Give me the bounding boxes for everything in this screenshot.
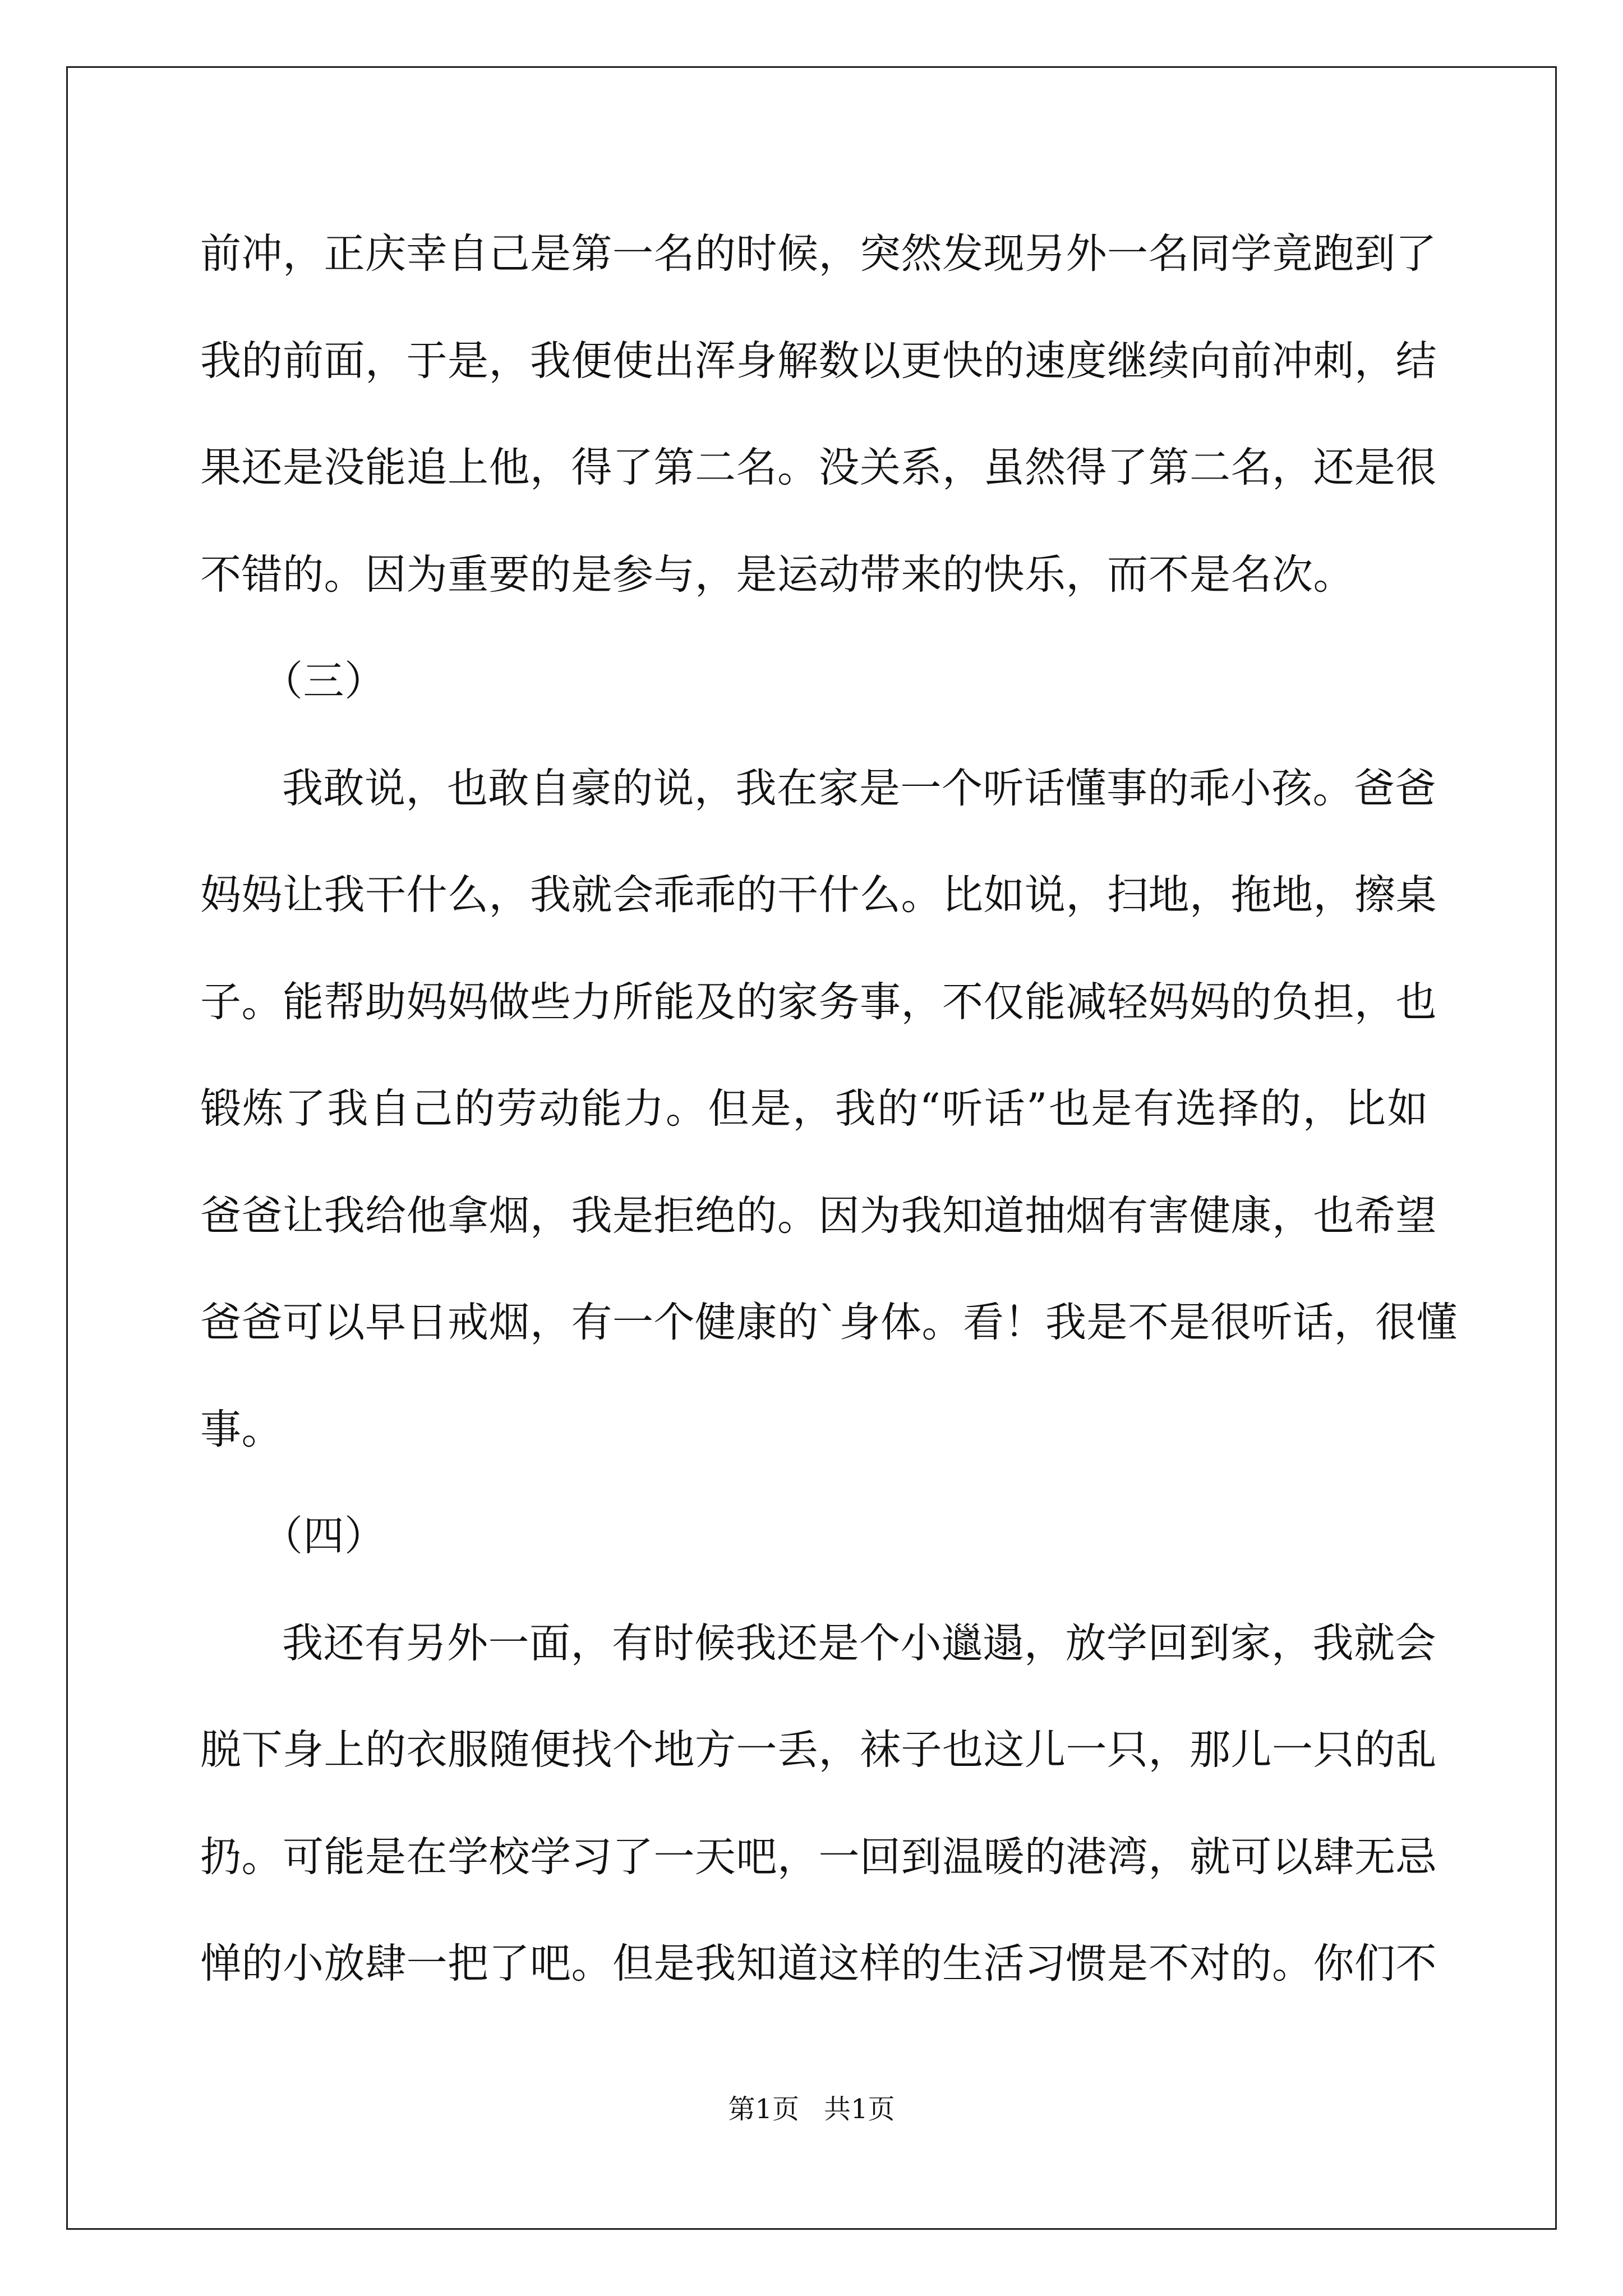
text-line: 前冲，正庆幸自己是第一名的时候，突然发现另外一名同学竟跑到了	[200, 230, 1437, 278]
document-body	[200, 212, 1458, 2029]
text-line: 扔。可能是在学校学习了一天吧，一回到温暖的港湾，就可以肆无忌	[200, 1833, 1437, 1881]
page-number: 第1页	[728, 2093, 799, 2125]
text-line: 我的前面，于是，我便使出浑身解数以更快的速度继续向前冲刺，结	[200, 337, 1437, 385]
text-line: 爸爸可以早日戒烟，有一个健康的`身体。看！我是不是很听话，很懂	[200, 1299, 1458, 1346]
text-line: 锻炼了我自己的劳动能力。但是，我的“听话”也是有选择的，比如	[200, 1085, 1428, 1133]
text-line: 果还是没能追上他，得了第二名。没关系，虽然得了第二名，还是很	[200, 444, 1437, 491]
text-line: 不错的。因为重要的是参与，是运动带来的快乐，而不是名次。	[200, 550, 1354, 599]
text-line: 惮的小放肆一把了吧。但是我知道这样的生活习惯是不对的。你们不	[200, 1940, 1437, 1987]
section-heading-3: （三）	[262, 657, 386, 705]
page-footer	[0, 2092, 1623, 2126]
paragraph-start: 我还有另外一面，有时候我还是个小邋遢，放学回到家，我就会	[282, 1619, 1436, 1667]
paragraph-start: 我敢说，也敢自豪的说，我在家是一个听话懂事的乖小孩。爸爸	[282, 764, 1436, 812]
text-line: 子。能帮助妈妈做些力所能及的家务事，不仅能减轻妈妈的负担，也	[200, 978, 1437, 1026]
text-line: 爸爸让我给他拿烟，我是拒绝的。因为我知道抽烟有害健康，也希望	[200, 1191, 1437, 1240]
page-total: 共1页	[824, 2093, 895, 2125]
text-line: 妈妈让我干什么，我就会乖乖的干什么。比如说，扫地，拖地，擦桌	[200, 871, 1437, 919]
text-line: 事。	[200, 1405, 283, 1453]
text-line: 脱下身上的衣服随便找个地方一丢，袜子也这儿一只，那儿一只的乱	[200, 1726, 1437, 1774]
section-heading-4: （四）	[262, 1512, 386, 1560]
